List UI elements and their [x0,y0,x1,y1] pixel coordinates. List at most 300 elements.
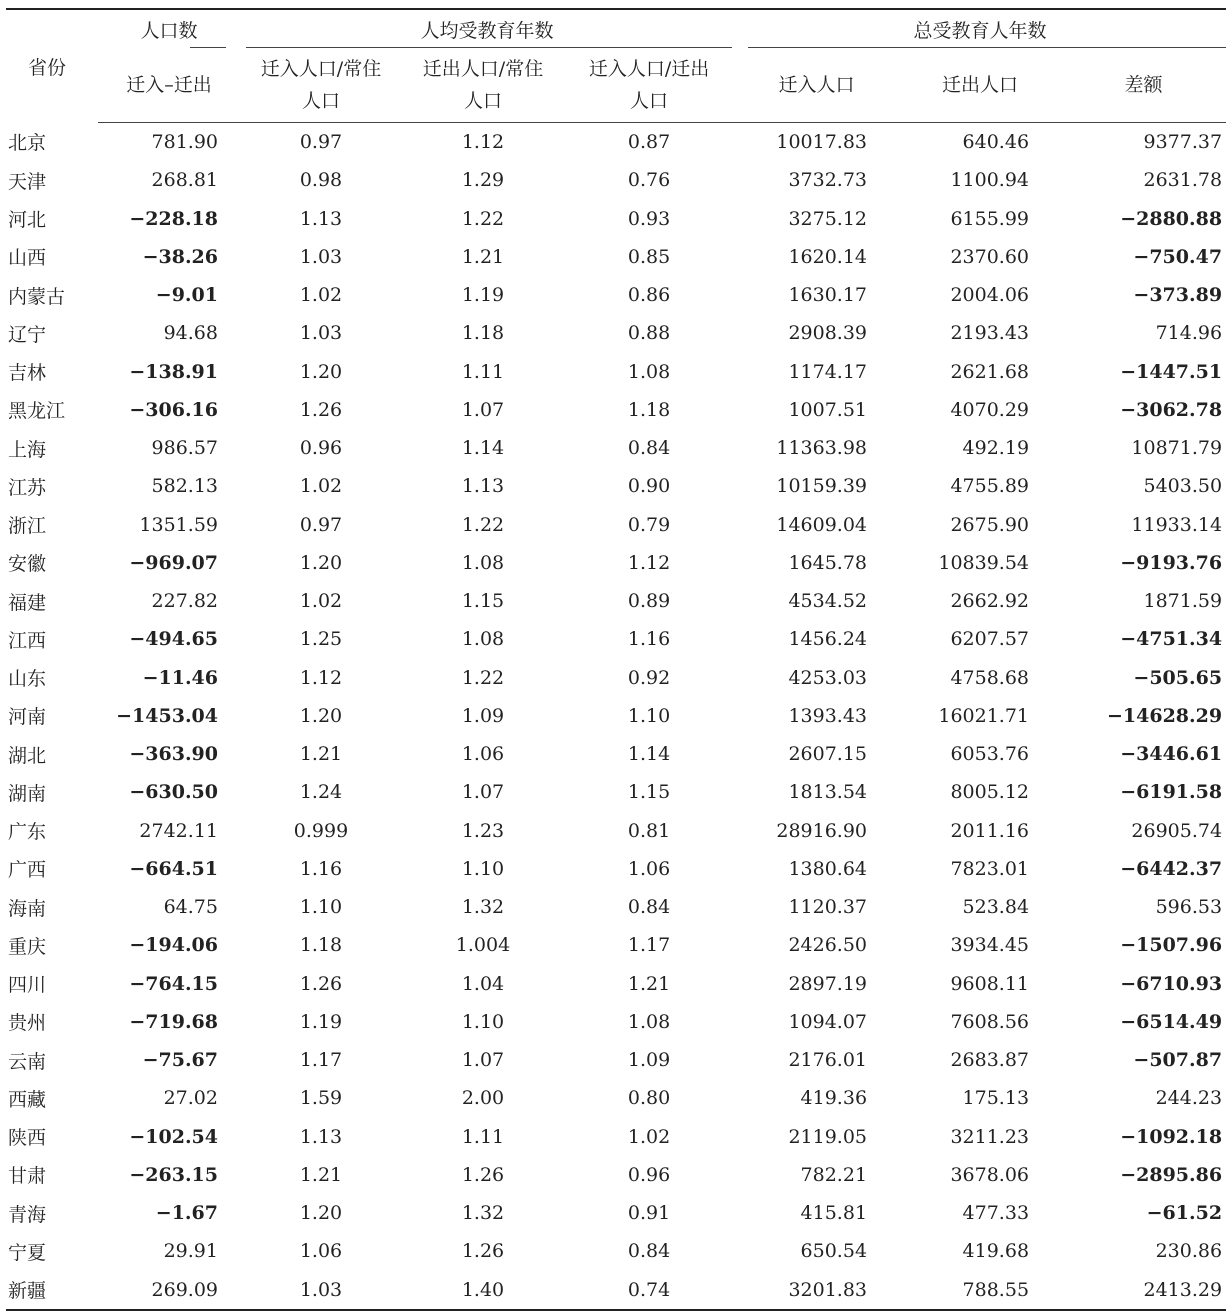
cell-out-resident: 2.00 [461,1087,505,1110]
cell-total-in: 10159.39 [776,475,868,498]
cell-out-resident: 1.11 [461,360,505,383]
cell-net: 1351.59 [139,513,218,536]
cell-in-out: 1.21 [627,972,671,995]
cell-net: −494.65 [129,628,218,651]
table-row [6,429,1226,467]
cell-out-resident: 1.004 [455,934,511,957]
cell-net: −630.50 [129,781,218,804]
cell-province: 甘肃 [8,1165,47,1188]
cell-diff: 714.96 [1155,322,1223,345]
cell-in-out: 1.17 [627,934,671,957]
cell-net: −263.15 [129,1163,218,1186]
cell-diff: 9377.37 [1143,131,1223,154]
table-row [6,926,1226,964]
cell-net: −194.06 [129,934,218,957]
cell-province: 广东 [8,821,47,844]
cell-total-out: 6053.76 [950,743,1030,766]
cell-out-resident: 1.07 [461,398,505,421]
table-row [6,391,1226,429]
cell-total-in: 3732.73 [788,169,868,192]
cell-out-resident: 1.04 [461,972,505,995]
cell-net: 227.82 [151,590,218,613]
group-underline [246,47,732,48]
cell-in-out: 0.84 [627,437,671,460]
table-row [6,620,1226,658]
table-row [6,200,1226,238]
header-group-population-label: 人口数 [140,19,198,42]
cell-total-in: 28916.90 [776,819,868,842]
cell-province: 青海 [8,1203,47,1226]
cell-diff: 596.53 [1155,896,1223,919]
table-row [6,506,1226,544]
cell-diff: −750.47 [1133,245,1223,268]
cell-total-out: 2011.16 [950,819,1030,842]
migration-education-table [6,8,1226,1311]
cell-total-in: 2426.50 [788,934,868,957]
cell-in-out: 0.93 [627,207,671,230]
cell-province: 天津 [8,170,47,193]
cell-diff: 2631.78 [1143,169,1223,192]
cell-total-out: 8005.12 [950,781,1030,804]
header-province: 省份 [28,56,67,79]
cell-in-out: 1.02 [627,1125,671,1148]
cell-net: −363.90 [129,743,218,766]
cell-net: −75.67 [142,1049,218,1072]
cell-net: −764.15 [129,972,218,995]
header-diff: 差额 [1061,48,1226,123]
cell-total-out: 2370.60 [950,245,1030,268]
cell-total-out: 523.84 [962,896,1030,919]
cell-net: −102.54 [129,1125,218,1148]
table-row [6,353,1226,391]
cell-total-out: 6207.57 [950,628,1030,651]
cell-in-resident: 1.20 [299,704,343,727]
cell-in-out: 0.86 [627,284,671,307]
cell-diff: 11933.14 [1131,513,1223,536]
cell-province: 吉林 [8,362,47,385]
cell-out-resident: 1.21 [461,245,505,268]
cell-in-resident: 1.21 [299,1163,343,1186]
cell-in-resident: 1.20 [299,1202,343,1225]
cell-in-out: 1.15 [627,781,671,804]
cell-total-in: 4253.03 [788,666,868,689]
cell-province: 云南 [8,1050,47,1073]
cell-total-in: 2908.39 [788,322,868,345]
cell-in-out: 0.87 [627,131,671,154]
table-row [6,965,1226,1003]
cell-diff: −507.87 [1133,1049,1223,1072]
cell-diff: −61.52 [1146,1202,1223,1225]
cell-in-out: 0.74 [564,1271,734,1310]
cell-out-resident: 1.06 [461,743,505,766]
cell-in-out: 1.12 [627,551,671,574]
cell-province: 广西 [8,859,47,882]
cell-province: 贵州 [8,1012,47,1035]
cell-net: −228.18 [129,207,218,230]
table-row [6,582,1226,620]
cell-diff: −373.89 [1133,284,1223,307]
cell-net: 64.75 [163,896,218,919]
cell-in-out: 0.81 [627,819,671,842]
cell-in-resident: 1.03 [240,1271,402,1310]
cell-total-in: 1620.14 [788,245,868,268]
header-out-resident [402,48,564,123]
table-row [6,888,1226,926]
table-row [6,850,1226,888]
header-group-population [98,9,240,48]
cell-in-resident: 1.02 [299,590,343,613]
cell-in-out: 1.18 [627,398,671,421]
table-row [6,1003,1226,1041]
header-total-out: 迁出人口 [899,48,1061,123]
cell-total-in: 1813.54 [788,781,868,804]
cell-diff: 230.86 [1155,1240,1223,1263]
cell-net: −1453.04 [116,704,218,727]
cell-province: 浙江 [8,515,47,538]
cell-province: 黑龙江 [8,400,66,423]
cell-net: 94.68 [163,322,218,345]
cell-out-resident: 1.15 [461,590,505,613]
cell-out-resident: 1.13 [461,475,505,498]
cell-total-in: 3275.12 [788,207,868,230]
cell-net: −138.91 [129,360,218,383]
cell-diff: −1092.18 [1120,1125,1223,1148]
header-group-avg-edu [240,9,734,48]
cell-total-out: 7823.01 [950,857,1030,880]
cell-in-resident: 1.12 [299,666,343,689]
cell-total-in: 11363.98 [776,437,868,460]
table-row [6,773,1226,811]
cell-total-in: 1645.78 [788,551,868,574]
cell-province: 江西 [8,629,47,652]
cell-out-resident: 1.07 [461,781,505,804]
cell-diff: 2413.29 [1061,1271,1226,1310]
header-in-resident-line1: 迁入人口/常住 [260,58,382,80]
cell-out-resident: 1.10 [461,1010,505,1033]
cell-net: −11.46 [142,666,218,689]
cell-province: 西藏 [8,1088,47,1111]
cell-net: 2742.11 [139,819,218,842]
cell-in-resident: 1.18 [299,934,343,957]
cell-diff: 1871.59 [1143,590,1223,613]
cell-out-resident: 1.22 [461,666,505,689]
cell-in-resident: 1.20 [299,360,343,383]
cell-in-resident: 1.02 [299,475,343,498]
cell-in-resident: 1.06 [299,1240,343,1263]
cell-province: 宁夏 [8,1241,47,1264]
cell-net: −306.16 [129,398,218,421]
cell-in-resident: 1.25 [299,628,343,651]
cell-out-resident: 1.08 [461,551,505,574]
cell-net: −719.68 [129,1010,218,1033]
cell-total-out: 492.19 [962,437,1030,460]
cell-diff: −3062.78 [1120,398,1223,421]
cell-diff: −4751.34 [1120,628,1223,651]
cell-total-in: 1094.07 [788,1010,868,1033]
cell-diff: −6442.37 [1120,857,1223,880]
cell-total-out: 2193.43 [950,322,1030,345]
header-out-resident-line2: 人口 [463,90,502,112]
cell-out-resident: 1.18 [461,322,505,345]
cell-in-out: 0.84 [627,1240,671,1263]
data-table [6,8,1226,1311]
cell-total-out: 3211.23 [950,1125,1030,1148]
cell-total-out: 2621.68 [950,360,1030,383]
header-net: 迁入–迁出 [98,48,240,123]
cell-in-resident: 1.16 [299,857,343,880]
cell-out-resident: 1.19 [461,284,505,307]
cell-out-resident: 1.22 [461,207,505,230]
header-group-total-edu [734,9,1226,48]
cell-total-in: 2176.01 [788,1049,868,1072]
cell-total-in: 1120.37 [788,896,868,919]
cell-diff: −1507.96 [1120,934,1223,957]
cell-net: −664.51 [129,857,218,880]
cell-in-resident: 1.26 [299,398,343,421]
cell-diff: −2895.86 [1120,1163,1223,1186]
cell-province: 湖南 [8,782,47,805]
cell-diff: −2880.88 [1120,207,1223,230]
cell-net: 781.90 [151,131,218,154]
header-group-avg-edu-label: 人均受教育年数 [420,19,554,42]
cell-in-resident: 1.19 [299,1010,343,1033]
table-row [6,1194,1226,1232]
cell-total-out: 6155.99 [950,207,1030,230]
cell-diff: 10871.79 [1131,437,1223,460]
cell-in-resident: 1.02 [299,284,343,307]
cell-province: 山东 [8,668,47,691]
cell-province: 安徽 [8,553,47,576]
cell-out-resident: 1.12 [461,131,505,154]
table-row [6,1079,1226,1117]
cell-in-resident: 1.17 [299,1049,343,1072]
cell-net: 268.81 [151,169,218,192]
cell-diff: −6514.49 [1120,1010,1223,1033]
cell-total-out: 16021.71 [938,704,1030,727]
table-row [6,238,1226,276]
cell-diff: −6710.93 [1120,972,1223,995]
cell-total-out: 3678.06 [950,1163,1030,1186]
cell-in-out: 0.96 [627,1163,671,1186]
cell-province: 陕西 [8,1127,47,1150]
cell-province: 四川 [8,974,47,997]
cell-out-resident: 1.09 [461,704,505,727]
cell-diff: 244.23 [1155,1087,1223,1110]
cell-in-out: 0.85 [627,245,671,268]
cell-total-in: 650.54 [800,1240,868,1263]
table-row [6,1156,1226,1194]
cell-total-in: 415.81 [800,1202,868,1225]
table-row [6,735,1226,773]
cell-total-in: 14609.04 [776,513,868,536]
cell-province: 福建 [8,591,47,614]
cell-total-out: 175.13 [962,1087,1030,1110]
cell-province: 新疆 [6,1271,98,1310]
cell-in-out: 0.90 [627,475,671,498]
cell-total-in: 1630.17 [788,284,868,307]
cell-in-out: 1.09 [627,1049,671,1072]
cell-province: 内蒙古 [8,285,66,308]
cell-total-out: 4070.29 [950,398,1030,421]
table-row [6,697,1226,735]
table-row [6,1041,1226,1079]
cell-out-resident: 1.10 [461,857,505,880]
header-in-resident [240,48,402,123]
cell-net: 582.13 [151,475,218,498]
table-row [6,467,1226,505]
group-underline [748,47,1226,48]
cell-in-resident: 0.98 [299,169,343,192]
cell-province: 江苏 [8,476,47,499]
cell-in-out: 0.92 [627,666,671,689]
cell-total-out: 4758.68 [950,666,1030,689]
cell-net: −38.26 [142,245,218,268]
cell-in-resident: 1.26 [299,972,343,995]
cell-diff: −3446.61 [1120,743,1223,766]
cell-in-resident: 0.97 [299,131,343,154]
table-row [6,1118,1226,1156]
table-row [6,544,1226,582]
cell-in-resident: 1.03 [299,322,343,345]
cell-total-out: 10839.54 [938,551,1030,574]
cell-total-out: 419.68 [962,1240,1030,1263]
header-total-in: 迁入人口 [734,48,899,123]
cell-total-in: 1007.51 [788,398,868,421]
cell-total-out: 9608.11 [950,972,1030,995]
cell-total-in: 1174.17 [788,360,868,383]
header-in-out-line1: 迁入人口/迁出 [588,58,710,80]
cell-total-in: 2119.05 [788,1125,868,1148]
cell-net: 269.09 [98,1271,240,1310]
cell-province: 湖北 [8,744,47,767]
cell-total-in: 419.36 [800,1087,868,1110]
cell-out-resident: 1.32 [461,1202,505,1225]
cell-province: 重庆 [8,935,47,958]
cell-total-in: 1393.43 [788,704,868,727]
cell-province: 河南 [8,706,47,729]
cell-in-out: 1.06 [627,857,671,880]
cell-in-out: 1.08 [627,360,671,383]
cell-in-out: 0.91 [627,1202,671,1225]
cell-in-out: 1.08 [627,1010,671,1033]
cell-total-in: 1380.64 [788,857,868,880]
cell-out-resident: 1.26 [461,1163,505,1186]
cell-out-resident: 1.22 [461,513,505,536]
header-out-resident-line1: 迁出人口/常住 [422,58,544,80]
cell-out-resident: 1.40 [402,1271,564,1310]
cell-in-resident: 1.24 [299,781,343,804]
cell-net: −1.67 [155,1202,218,1225]
cell-total-in: 782.21 [800,1163,868,1186]
header-in-out [564,48,734,123]
cell-total-out: 7608.56 [950,1010,1030,1033]
cell-out-resident: 1.29 [461,169,505,192]
table-body [6,123,1226,1310]
cell-total-out: 1100.94 [950,169,1030,192]
cell-out-resident: 1.07 [461,1049,505,1072]
cell-total-out: 2004.06 [950,284,1030,307]
cell-diff: 26905.74 [1131,819,1223,842]
header-in-resident-line2: 人口 [301,90,340,112]
cell-province: 北京 [8,132,47,155]
table-row [6,123,1226,162]
cell-in-resident: 1.21 [299,743,343,766]
cell-in-resident: 1.13 [299,1125,343,1148]
cell-total-out: 2683.87 [950,1049,1030,1072]
table-row [6,314,1226,352]
cell-total-out: 4755.89 [950,475,1030,498]
table-row [6,1271,1226,1310]
cell-diff: −14628.29 [1106,704,1223,727]
cell-total-in: 1456.24 [788,628,868,651]
table-header [6,9,1226,123]
cell-net: −969.07 [129,551,218,574]
cell-net: 27.02 [163,1087,218,1110]
cell-diff: −6191.58 [1120,781,1223,804]
cell-diff: −1447.51 [1120,360,1223,383]
cell-total-in: 3201.83 [734,1271,899,1310]
cell-in-out: 0.88 [627,322,671,345]
table-row [6,161,1226,199]
cell-in-out: 0.79 [627,513,671,536]
cell-in-out: 1.14 [627,743,671,766]
cell-in-out: 1.10 [627,704,671,727]
cell-in-out: 0.80 [627,1087,671,1110]
cell-in-resident: 0.97 [299,513,343,536]
cell-total-out: 788.55 [899,1271,1061,1310]
cell-in-resident: 1.20 [299,551,343,574]
table-row [6,659,1226,697]
cell-diff: −505.65 [1133,666,1223,689]
cell-in-resident: 0.96 [299,437,343,460]
cell-in-out: 0.76 [627,169,671,192]
cell-total-in: 4534.52 [788,590,868,613]
header-in-out-line2: 人口 [630,90,669,112]
cell-out-resident: 1.14 [461,437,505,460]
cell-net: −9.01 [155,284,218,307]
cell-province: 辽宁 [8,323,47,346]
cell-out-resident: 1.11 [461,1125,505,1148]
cell-in-resident: 1.10 [299,896,343,919]
cell-out-resident: 1.26 [461,1240,505,1263]
cell-out-resident: 1.32 [461,896,505,919]
cell-net: 29.91 [163,1240,218,1263]
cell-in-out: 1.16 [627,628,671,651]
cell-out-resident: 1.23 [461,819,505,842]
header-group-total-edu-label: 总受教育人年数 [913,19,1047,42]
cell-total-out: 2662.92 [950,590,1030,613]
cell-diff: 5403.50 [1143,475,1223,498]
cell-in-resident: 0.999 [293,819,349,842]
cell-in-out: 0.89 [627,590,671,613]
cell-province: 河北 [8,209,47,232]
cell-in-resident: 1.03 [299,245,343,268]
cell-province: 上海 [8,438,47,461]
cell-in-resident: 1.13 [299,207,343,230]
cell-total-out: 640.46 [962,131,1030,154]
cell-in-out: 0.84 [627,896,671,919]
cell-total-in: 2607.15 [788,743,868,766]
cell-total-in: 10017.83 [776,131,868,154]
cell-total-out: 477.33 [962,1202,1030,1225]
table-row [6,812,1226,850]
cell-diff: −9193.76 [1120,551,1223,574]
cell-out-resident: 1.08 [461,628,505,651]
cell-total-out: 3934.45 [950,934,1030,957]
group-underline [190,47,226,48]
cell-province: 海南 [8,897,47,920]
cell-total-out: 2675.90 [950,513,1030,536]
